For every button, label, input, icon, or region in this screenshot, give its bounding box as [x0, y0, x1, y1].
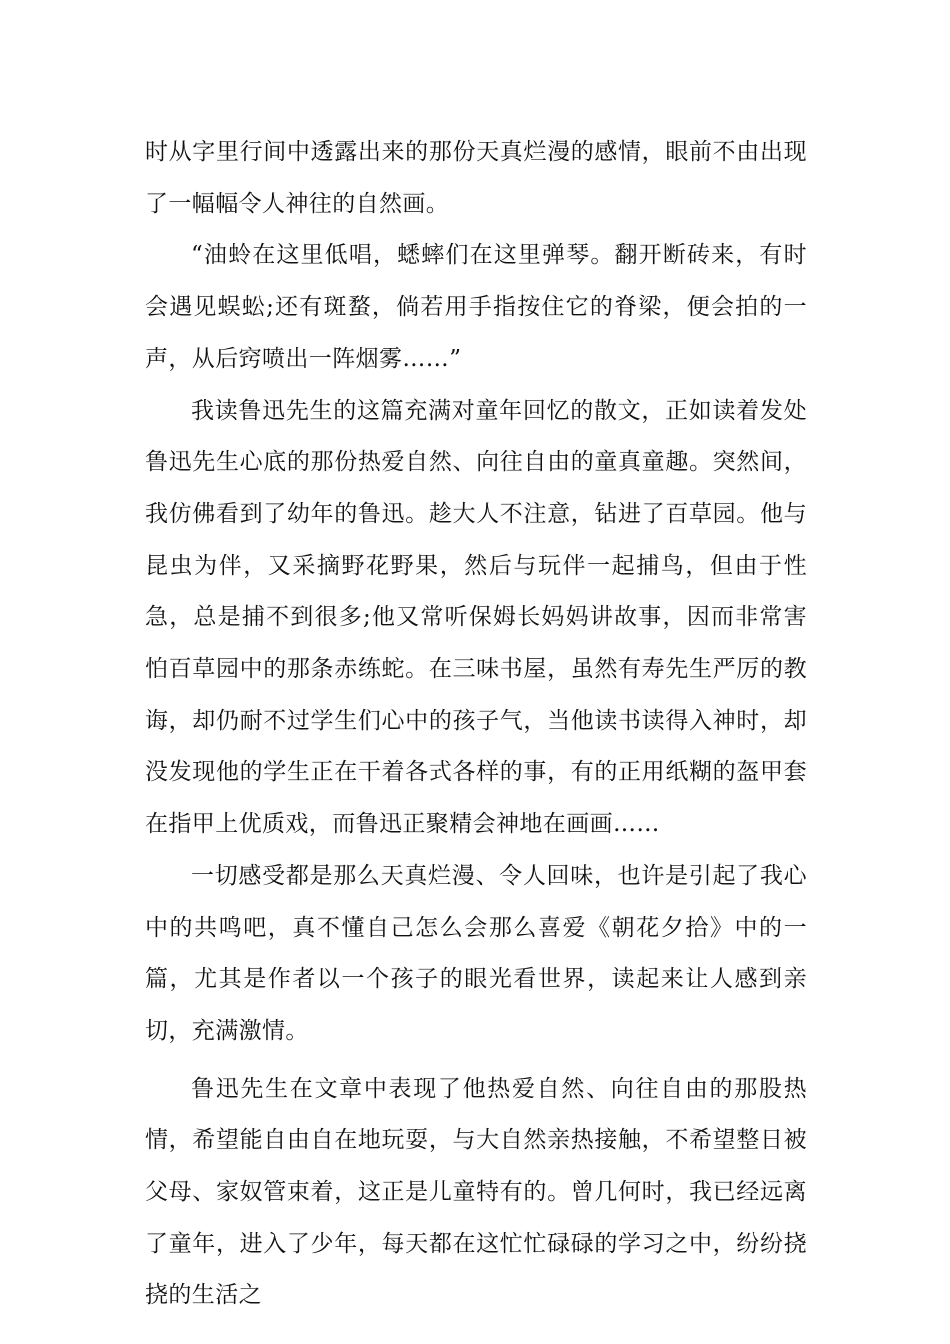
paragraph-1: 时从字里行间中透露出来的那份天真烂漫的感情，眼前不由出现了一幅幅令人神往的自然画。 [145, 139, 807, 217]
paragraph-5: 鲁迅先生在文章中表现了他热爱自然、向往自由的那股热情，希望能自由自在地玩耍，与大自然亲热接触，不希望整日被父母、家奴管束着，这正是儿童特有的。曾几何时，我已经远离了童年，进入了少年，每天都在这忙忙碌碌的学习之中，纷纷挠挠的生活之 [145, 1075, 807, 1309]
document-page [145, 127, 807, 1322]
paragraph-4: 一切感受都是那么天真烂漫、令人回味，也许是引起了我心中的共鸣吧，真不懂自己怎么会那么喜爱《朝花夕拾》中的一篇，尤其是作者以一个孩子的眼光看世界，读起来让人感到亲切，充满激情。 [145, 862, 807, 1044]
paragraph-2: “油蛉在这里低唱，蟋蟀们在这里弹琴。翻开断砖来，有时会遇见蜈蚣;还有斑蝥，倘若用手指按住它的脊梁，便会拍的一声，从后窍喷出一阵烟雾……” [145, 242, 807, 372]
paragraph-3: 我读鲁迅先生的这篇充满对童年回忆的散文，正如读着发处鲁迅先生心底的那份热爱自然、向往自由的童真童趣。突然间，我仿佛看到了幼年的鲁迅。趁大人不注意，钻进了百草园。他与昆虫为伴，又采摘野花野果，然后与玩伴一起捕鸟，但由于性急，总是捕不到很多;他又常听保姆长妈妈讲故事，因而非常害怕百草园中的那条赤练蛇。在三味书屋，虽然有寿先生严厉的教诲，却仍耐不过学生们心中的孩子气，当他读书读得入神时，却没发现他的学生正在干着各式各样的事，有的正用纸糊的盔甲套在指甲上优质戏，而鲁迅正聚精会神地在画画…… [145, 397, 807, 838]
